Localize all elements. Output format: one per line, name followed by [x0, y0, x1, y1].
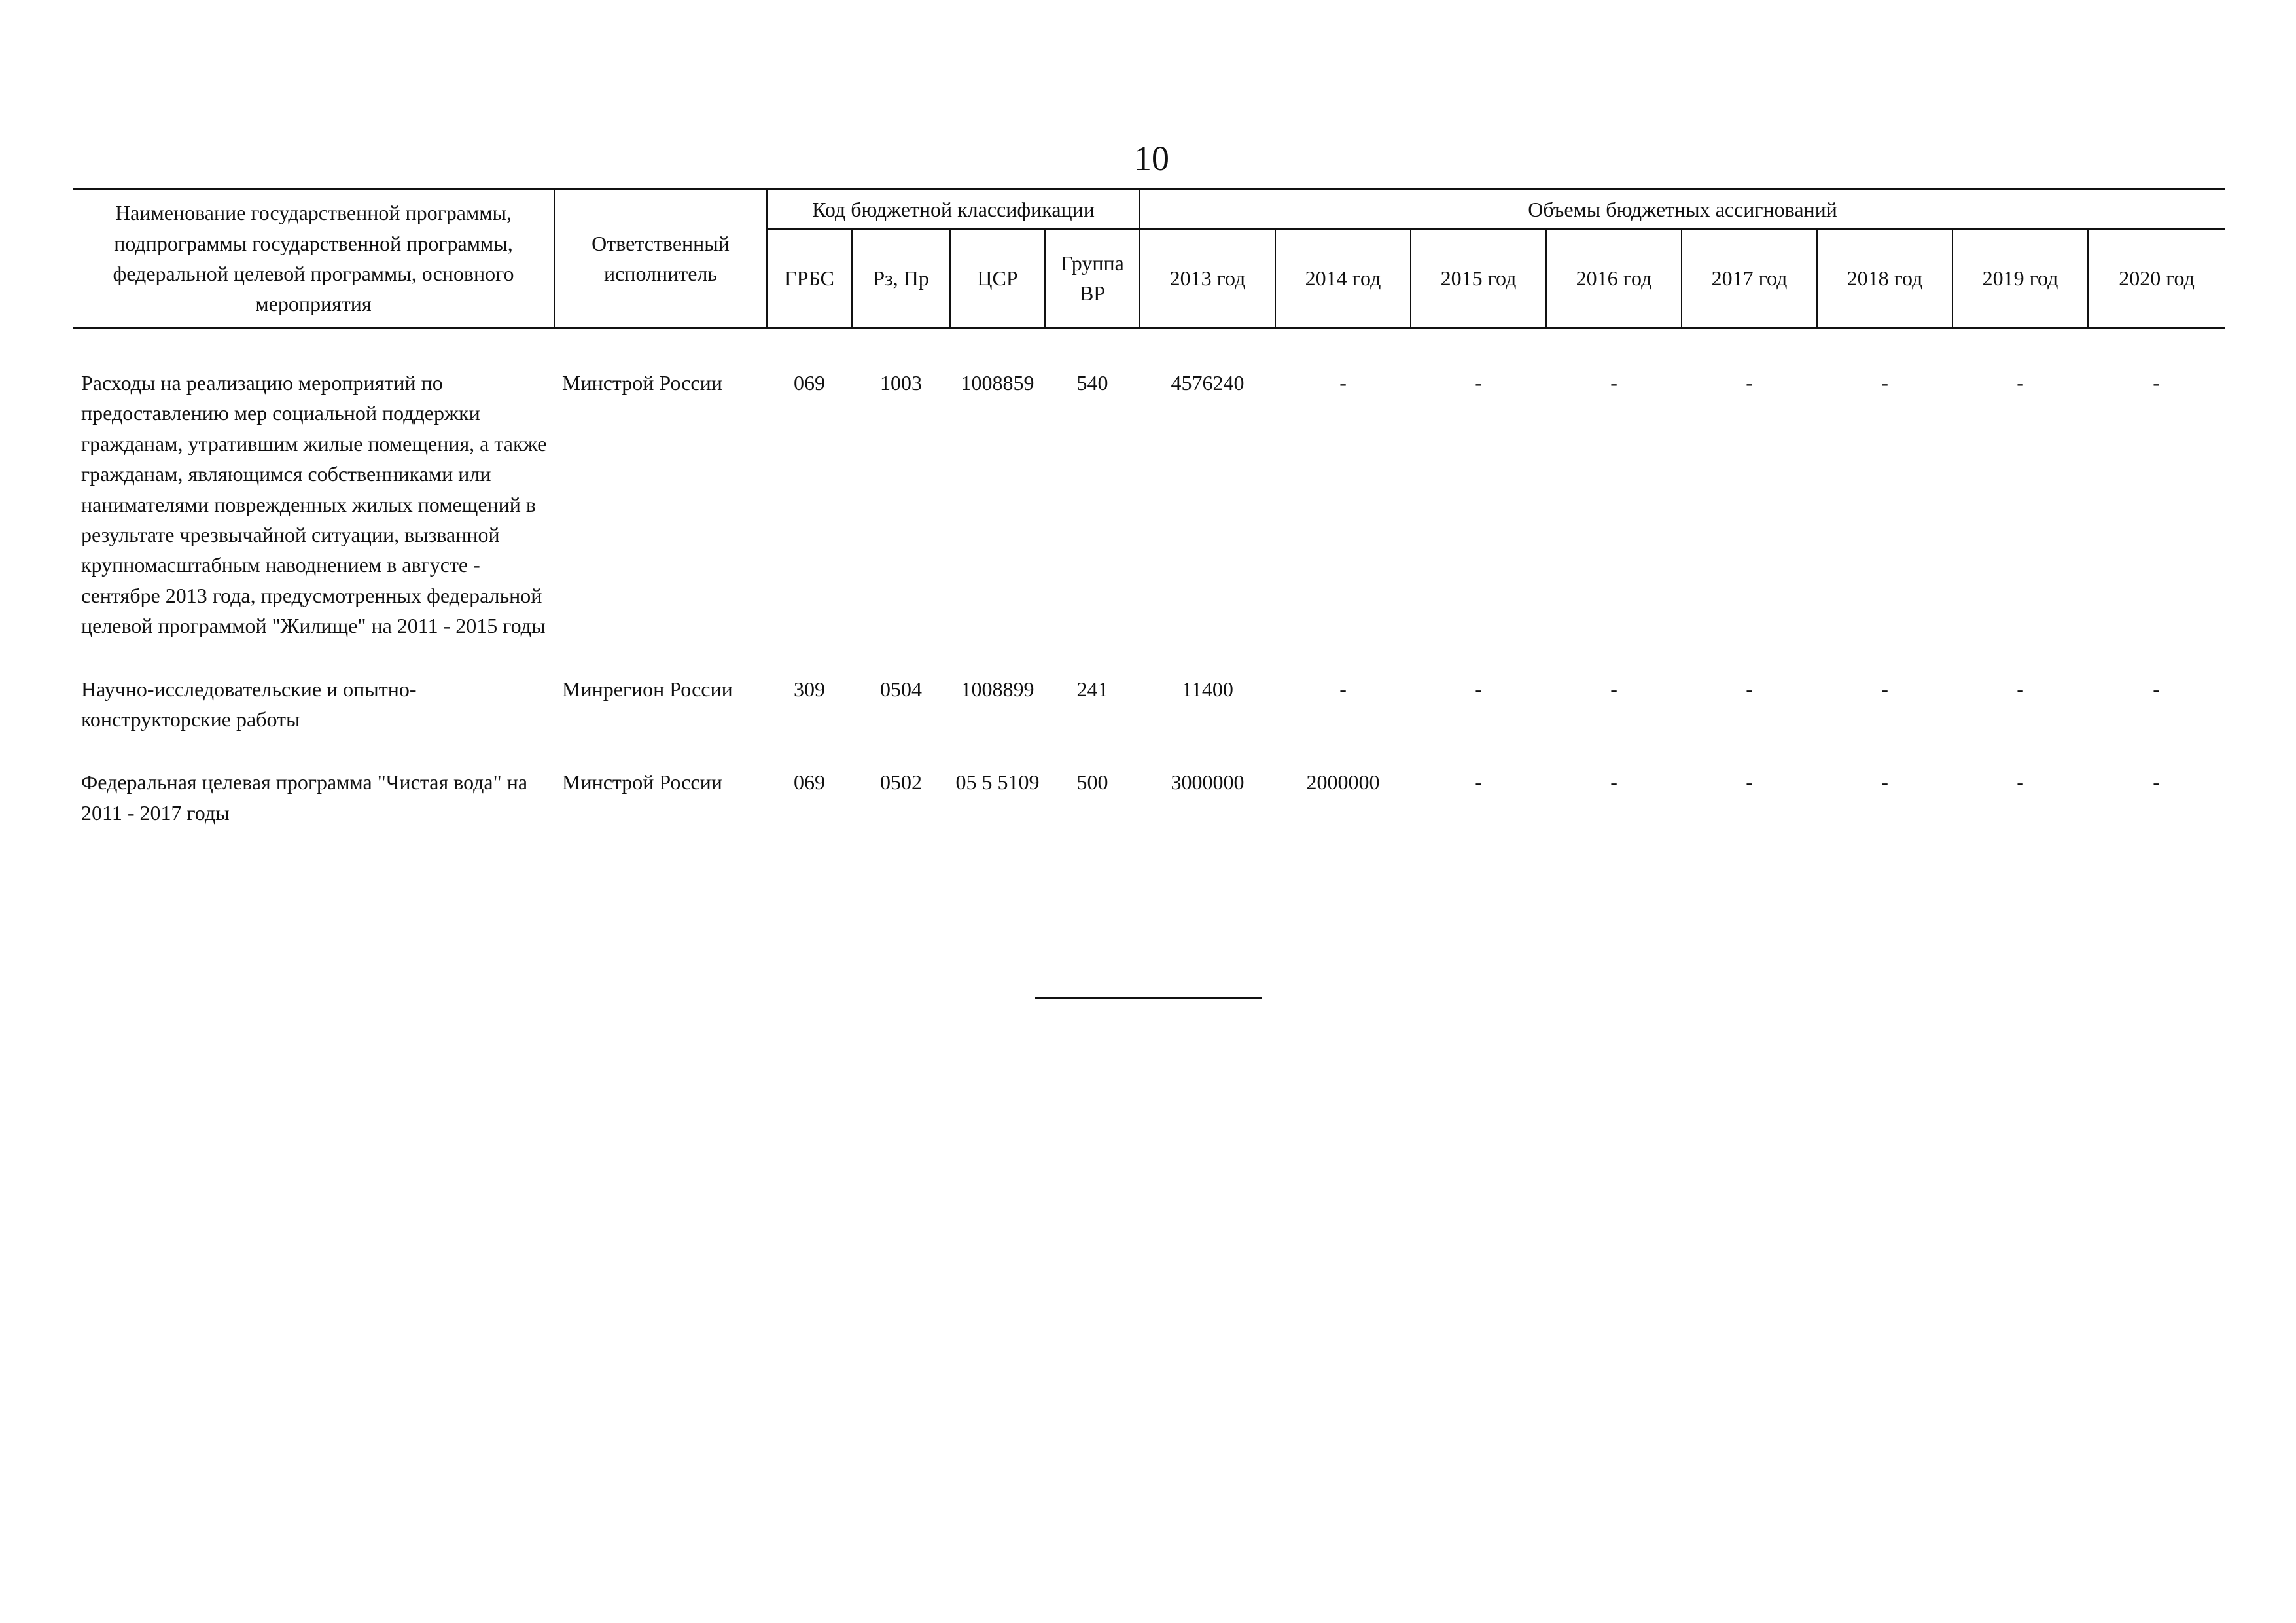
amount-2013: 3000000	[1171, 770, 1245, 794]
rz-pr-code: 1003	[880, 371, 922, 395]
rz-pr-code: 0502	[880, 770, 922, 794]
amount-2020: -	[2153, 371, 2160, 395]
amount-2019: -	[2017, 770, 2024, 794]
amount-2016: -	[1610, 677, 1617, 701]
amount-2017: -	[1746, 677, 1753, 701]
amount-2019: -	[2017, 371, 2024, 395]
header-program-name: Наименование государственной программы, подпрограммы государственной программы, федеральной целевой программы, основного мероприятия	[73, 190, 554, 328]
grbs-code: 069	[794, 371, 825, 395]
header-year-2013: 2013 год	[1140, 229, 1275, 328]
amount-2020: -	[2153, 770, 2160, 794]
grbs-code: 309	[794, 677, 825, 701]
page-number: 10	[1134, 139, 1169, 178]
amount-2015: -	[1475, 677, 1482, 701]
header-grbs: ГРБС	[767, 229, 852, 328]
amount-2020: -	[2153, 677, 2160, 701]
vr-code: 540	[1076, 371, 1108, 395]
table-header	[73, 190, 2225, 328]
amount-2018: -	[1881, 677, 1888, 701]
header-year-2020: 2020 год	[2088, 229, 2225, 328]
header-year-2017: 2017 год	[1682, 229, 1817, 328]
header-vr-group: Группа ВР	[1045, 229, 1140, 328]
amount-2018: -	[1881, 371, 1888, 395]
amount-2015: -	[1475, 371, 1482, 395]
amount-2014: 2000000	[1306, 770, 1380, 794]
csr-code: 05 5 5109	[955, 770, 1040, 794]
header-rz-pr: Рз, Пр	[852, 229, 950, 328]
rz-pr-code: 0504	[880, 677, 922, 701]
vr-code: 241	[1076, 677, 1108, 701]
amount-2017: -	[1746, 371, 1753, 395]
table-row	[73, 734, 2225, 828]
header-year-2016: 2016 год	[1546, 229, 1682, 328]
header-year-2019: 2019 год	[1952, 229, 2088, 328]
amount-2014: -	[1339, 371, 1347, 395]
header-csr: ЦСР	[950, 229, 1045, 328]
amount-2013: 4576240	[1171, 371, 1245, 395]
responsible-executor: Минстрой России	[562, 371, 722, 395]
vr-code: 500	[1076, 770, 1108, 794]
amount-2016: -	[1610, 770, 1617, 794]
amount-2019: -	[2017, 677, 2024, 701]
program-name: Федеральная целевая программа "Чистая вода" на 2011 - 2017 годы	[81, 770, 528, 825]
header-budget-code-group: Код бюджетной классификации	[767, 190, 1140, 230]
amount-2015: -	[1475, 770, 1482, 794]
table-row	[73, 641, 2225, 735]
program-name: Научно-исследовательские и опытно-конструкторские работы	[81, 677, 417, 731]
amount-2017: -	[1746, 770, 1753, 794]
amount-2013: 11400	[1182, 677, 1233, 701]
program-name: Расходы на реализацию мероприятий по предоставлению мер социальной поддержки гражданам, утратившим жилые помещения, а также гражданам, являющимся собственниками или нанимателями поврежденных жилых помещений в результате чрезвычайной ситуации, вызванной крупномасштабным наводнением в августе - сентябре 2013 года, предусмотренных федеральной целевой программой "Жилище" на 2011 - 2015 годы	[81, 371, 547, 638]
grbs-code: 069	[794, 770, 825, 794]
responsible-executor: Минстрой России	[562, 770, 722, 794]
header-budget-volumes-group: Объемы бюджетных ассигнований	[1140, 190, 2225, 230]
amount-2018: -	[1881, 770, 1888, 794]
amount-2014: -	[1339, 677, 1347, 701]
amount-2016: -	[1610, 371, 1617, 395]
header-year-2015: 2015 год	[1411, 229, 1546, 328]
header-year-2014: 2014 год	[1275, 229, 1411, 328]
budget-allocations-table	[73, 188, 2225, 828]
csr-code: 1008859	[961, 371, 1034, 395]
header-year-2018: 2018 год	[1817, 229, 1952, 328]
end-of-table-rule	[1035, 997, 1262, 999]
table-row	[73, 328, 2225, 641]
header-responsible-executor: Ответственный исполнитель	[554, 190, 767, 328]
csr-code: 1008899	[961, 677, 1034, 701]
responsible-executor: Минрегион России	[562, 677, 733, 701]
